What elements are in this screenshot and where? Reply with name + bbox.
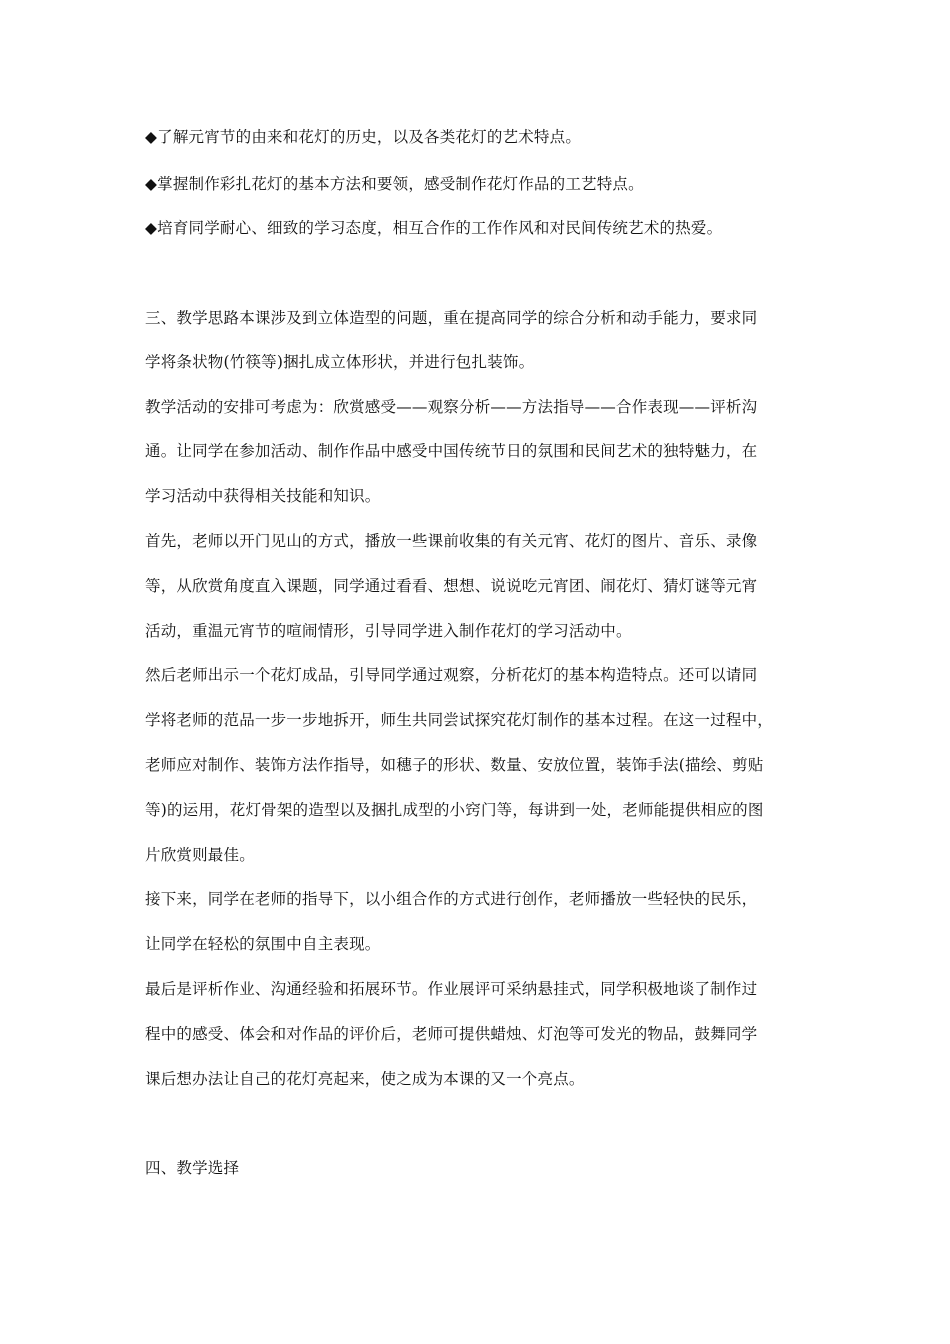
paragraph-1-line-1: 教学活动的安排可考虑为：欣赏感受——观察分析——方法指导——合作表现——评析沟	[145, 398, 758, 416]
paragraph-3-line-3: 老师应对制作、装饰方法作指导，如穗子的形状、数量、安放位置，装饰手法(描绘、剪贴	[145, 756, 764, 774]
paragraph-5-line-1: 最后是评析作业、沟通经验和拓展环节。作业展评可采纳悬挂式，同学积极地谈了制作过	[145, 980, 758, 998]
paragraph-3-line-1: 然后老师出示一个花灯成品，引导同学通过观察，分析花灯的基本构造特点。还可以请同	[145, 666, 758, 684]
bullet-objective-2: ◆掌握制作彩扎花灯的基本方法和要领，感受制作花灯作品的工艺特点。	[145, 175, 644, 193]
paragraph-2-line-3: 活动，重温元宵节的喧闹情形，引导同学进入制作花灯的学习活动中。	[145, 622, 632, 640]
paragraph-4-line-2: 让同学在轻松的氛围中自主表现。	[145, 935, 381, 953]
paragraph-3-line-2: 学将老师的范品一步一步地拆开，师生共同尝试探究花灯制作的基本过程。在这一过程中，	[145, 711, 774, 729]
paragraph-5-line-3: 课后想办法让自己的花灯亮起来，使之成为本课的又一个亮点。	[145, 1070, 585, 1088]
section-4-heading: 四、教学选择	[145, 1159, 240, 1177]
paragraph-1-line-2: 通。让同学在参加活动、制作作品中感受中国传统节日的氛围和民间艺术的独特魅力，在	[145, 442, 758, 460]
paragraph-3-line-4: 等)的运用，花灯骨架的造型以及捆扎成型的小窍门等，每讲到一处，老师能提供相应的图	[145, 801, 764, 819]
paragraph-3-line-5: 片欣赏则最佳。	[145, 846, 255, 864]
paragraph-2-line-2: 等，从欣赏角度直入课题，同学通过看看、想想、说说吃元宵团、闹花灯、猜灯谜等元宵	[145, 577, 758, 595]
bullet-objective-1: ◆了解元宵节的由来和花灯的历史，以及各类花灯的艺术特点。	[145, 128, 582, 146]
section-3-heading-line-1: 三、教学思路本课涉及到立体造型的问题，重在提高同学的综合分析和动手能力，要求同	[145, 309, 758, 327]
paragraph-4-line-1: 接下来，同学在老师的指导下，以小组合作的方式进行创作，老师播放一些轻快的民乐，	[145, 890, 758, 908]
paragraph-5-line-2: 程中的感受、体会和对作品的评价后，老师可提供蜡烛、灯泡等可发光的物品，鼓舞同学	[145, 1025, 758, 1043]
bullet-objective-3: ◆培育同学耐心、细致的学习态度，相互合作的工作作风和对民间传统艺术的热爱。	[145, 219, 723, 237]
paragraph-1-line-3: 学习活动中获得相关技能和知识。	[145, 487, 381, 505]
section-3-heading-line-2: 学将条状物(竹筷等)捆扎成立体形状，并进行包扎装饰。	[145, 353, 535, 371]
paragraph-2-line-1: 首先，老师以开门见山的方式，播放一些课前收集的有关元宵、花灯的图片、音乐、录像	[145, 532, 758, 550]
